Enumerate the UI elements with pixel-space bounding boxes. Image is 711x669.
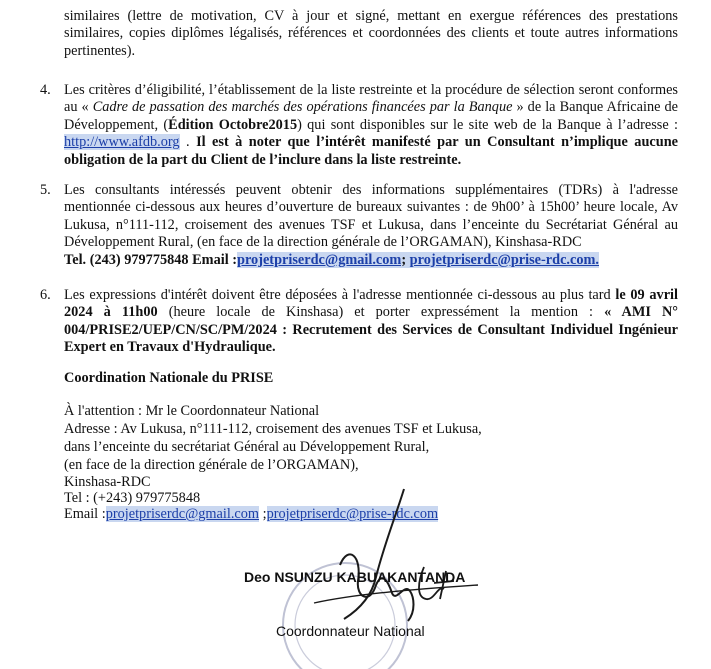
address-line-1 — [64, 421, 482, 439]
email-label: Email : — [64, 506, 106, 522]
item-4-bold-note: Il est à noter que l’intérêt manifesté par un Consultant n’implique aucune obligation de la part du Client de l’inclure dans la liste restreinte. — [64, 134, 678, 168]
item-5-number: 5. — [40, 182, 51, 198]
attention-line: À l'attention : Mr le Coordonnateur National — [64, 403, 320, 419]
address-label: Adresse — [64, 421, 111, 437]
item-5-email-prise-link[interactable]: projetpriserdc@prise-rdc.com. — [409, 251, 599, 268]
signatory-name: Deo NSUNZU KABUAKANTANDA — [244, 569, 466, 585]
signatory-title: Coordonnateur National — [276, 623, 425, 639]
item-6-number: 6. — [40, 287, 51, 303]
item-4-italic-reference: Cadre de passation des marchés des opérations financées par la Banque — [92, 99, 513, 116]
item-5-contact-label: Tel. (243) 979775848 Email : — [64, 251, 238, 268]
address-line-2: dans l’enceinte du secrétariat Général au Développement Rural, — [64, 439, 430, 455]
coordination-email-prise-link[interactable]: projetpriserdc@prise-rdc.com — [266, 506, 439, 522]
item-4-text-3: ) qui sont disponibles sur le site web de la Banque à l’adresse : — [297, 116, 678, 133]
address-value-1: : Av Lukusa, n°111-112, croisement des avenues TSF et Lukusa, — [110, 421, 482, 437]
coordination-email-separator: ; — [259, 506, 267, 522]
item-6-text-1: Les expressions d'intérêt doivent être déposées à l'adresse mentionnée ci-dessous au plus tard — [64, 287, 616, 303]
coordination-email-gmail-link[interactable]: projetpriserdc@gmail.com — [105, 506, 260, 522]
item-4-edition: Édition Octobre2015 — [168, 116, 298, 133]
item-5-email-separator: ; — [401, 251, 410, 268]
item-4-text-4: . — [179, 134, 197, 151]
item-6-ami-reference: « AMI N° 004/PRISE2/UEP/CN/SC/PM/2024 : Recrutement des Services de Consultant Individuel Ingénieur Expert en Travaux d'Hydraulique. — [64, 304, 678, 356]
telephone-line: Tel : (+243) 979775848 — [64, 490, 201, 506]
item-6-text-2: (heure locale de Kinshasa) et porter expressément la mention : — [157, 304, 605, 321]
handwritten-signature — [300, 485, 500, 625]
item-4-text-2: » de la Banque Africaine de Développement, ( — [64, 99, 678, 133]
item-4-text-1: Les critères d’éligibilité, l’établissement de la liste restreinte et la procédure de sélection seront conformes au « — [64, 82, 678, 116]
item-6-paragraph — [64, 287, 678, 357]
item-5-email-gmail-link[interactable]: projetpriserdc@gmail.com — [237, 251, 402, 268]
item-5-text-1: Les consultants intéressés peuvent obtenir des informations supplémentaires (TDRs) à l'adresse mentionnée ci-dessous aux heures d’ouverture de bureaux suivantes : de 9h00’ à 15h00’ heure locale, Av Lukusa, n°111-112, croisement des avenues TSF et Lukusa, dans l’enceinte du Secrétariat Général au Développement Rural, (en face de la direction générale de l’ORGAMAN), Kinshasa-RDC — [64, 182, 678, 251]
item-5-paragraph — [64, 182, 678, 269]
address-line-3: (en face de la direction générale de l’ORGAMAN), — [64, 457, 359, 473]
coordination-title: Coordination Nationale du PRISE — [64, 370, 274, 386]
item-4-paragraph — [64, 82, 678, 169]
item-4-number: 4. — [40, 82, 51, 98]
address-line-4: Kinshasa-RDC — [64, 474, 151, 490]
item-6-deadline: le 09 avril 2024 à 11h00 — [64, 287, 678, 321]
afdb-website-link[interactable]: http://www.afdb.org — [64, 134, 180, 151]
intro-continuation: similaires (lettre de motivation, CV à jour et signé, mettant en exergue références des prestations similaires, copies diplômes légalisés, références et coordonnées des clients et toute autres informations pertinentes). — [64, 8, 678, 59]
